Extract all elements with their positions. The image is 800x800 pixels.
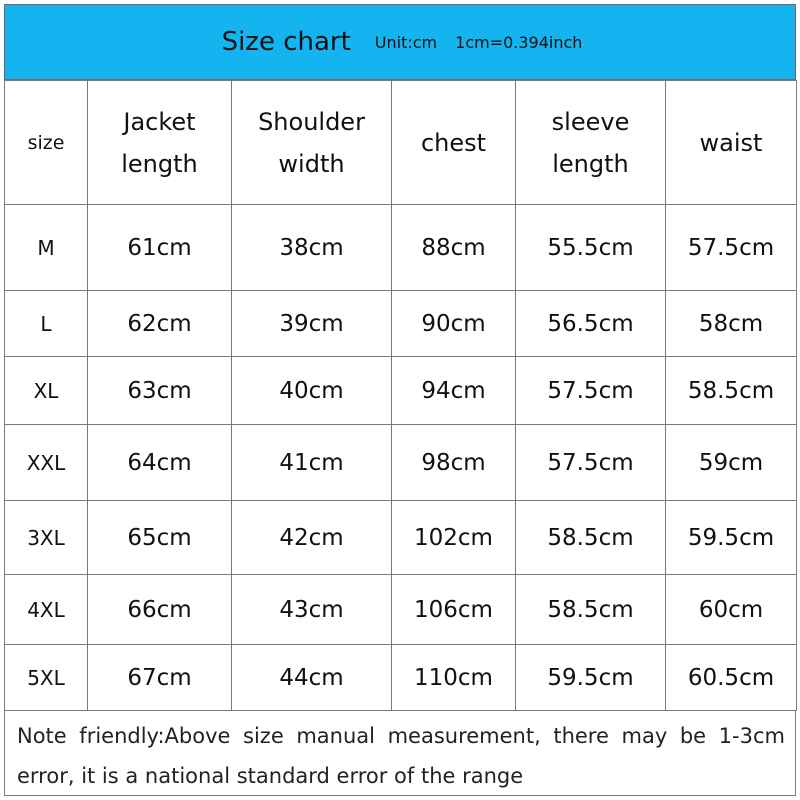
waist-cell: 60cm	[666, 575, 797, 645]
shoulder-width-cell: 39cm	[232, 291, 392, 357]
column-header-jacket-length: Jacket length	[88, 81, 232, 205]
chest-cell: 94cm	[392, 357, 516, 425]
shoulder-width-cell: 44cm	[232, 645, 392, 711]
table-row	[5, 575, 797, 645]
waist-cell: 59.5cm	[666, 501, 797, 575]
sleeve-length-cell: 58.5cm	[516, 575, 666, 645]
table-header-row	[5, 81, 797, 205]
table-row	[5, 425, 797, 501]
column-header-size: size	[5, 81, 88, 205]
column-header-waist: waist	[666, 81, 797, 205]
waist-cell: 59cm	[666, 425, 797, 501]
waist-cell: 60.5cm	[666, 645, 797, 711]
chest-cell: 102cm	[392, 501, 516, 575]
shoulder-width-cell: 40cm	[232, 357, 392, 425]
sleeve-length-cell: 57.5cm	[516, 425, 666, 501]
size-cell: L	[5, 291, 88, 357]
measurement-note: Note friendly:Above size manual measurement, there may be 1-3cm error, it is a national standard error of the range	[4, 710, 796, 796]
table-row	[5, 205, 797, 291]
size-cell: M	[5, 205, 88, 291]
jacket-length-cell: 62cm	[88, 291, 232, 357]
conversion-label: 1cm=0.394inch	[455, 32, 583, 52]
chest-cell: 110cm	[392, 645, 516, 711]
jacket-length-cell: 67cm	[88, 645, 232, 711]
size-table	[4, 80, 797, 711]
chest-cell: 106cm	[392, 575, 516, 645]
table-row	[5, 645, 797, 711]
unit-label: Unit:cm	[374, 32, 438, 52]
column-header-shoulder-width: Shoulder width	[232, 81, 392, 205]
table-row	[5, 501, 797, 575]
chest-cell: 88cm	[392, 205, 516, 291]
sleeve-length-cell: 55.5cm	[516, 205, 666, 291]
table-row	[5, 291, 797, 357]
size-cell: XXL	[5, 425, 88, 501]
jacket-length-cell: 61cm	[88, 205, 232, 291]
jacket-length-cell: 63cm	[88, 357, 232, 425]
waist-cell: 57.5cm	[666, 205, 797, 291]
size-cell: XL	[5, 357, 88, 425]
shoulder-width-cell: 42cm	[232, 501, 392, 575]
jacket-length-cell: 64cm	[88, 425, 232, 501]
sleeve-length-cell: 57.5cm	[516, 357, 666, 425]
chart-title: Size chart	[221, 27, 351, 57]
shoulder-width-cell: 38cm	[232, 205, 392, 291]
chest-cell: 90cm	[392, 291, 516, 357]
sleeve-length-cell: 56.5cm	[516, 291, 666, 357]
waist-cell: 58cm	[666, 291, 797, 357]
column-header-chest: chest	[392, 81, 516, 205]
sleeve-length-cell: 59.5cm	[516, 645, 666, 711]
table-row	[5, 357, 797, 425]
shoulder-width-cell: 41cm	[232, 425, 392, 501]
jacket-length-cell: 65cm	[88, 501, 232, 575]
size-chart-header	[4, 4, 796, 80]
sleeve-length-cell: 58.5cm	[516, 501, 666, 575]
jacket-length-cell: 66cm	[88, 575, 232, 645]
column-header-sleeve-length: sleeve length	[516, 81, 666, 205]
shoulder-width-cell: 43cm	[232, 575, 392, 645]
size-cell: 4XL	[5, 575, 88, 645]
size-cell: 3XL	[5, 501, 88, 575]
chest-cell: 98cm	[392, 425, 516, 501]
waist-cell: 58.5cm	[666, 357, 797, 425]
size-cell: 5XL	[5, 645, 88, 711]
